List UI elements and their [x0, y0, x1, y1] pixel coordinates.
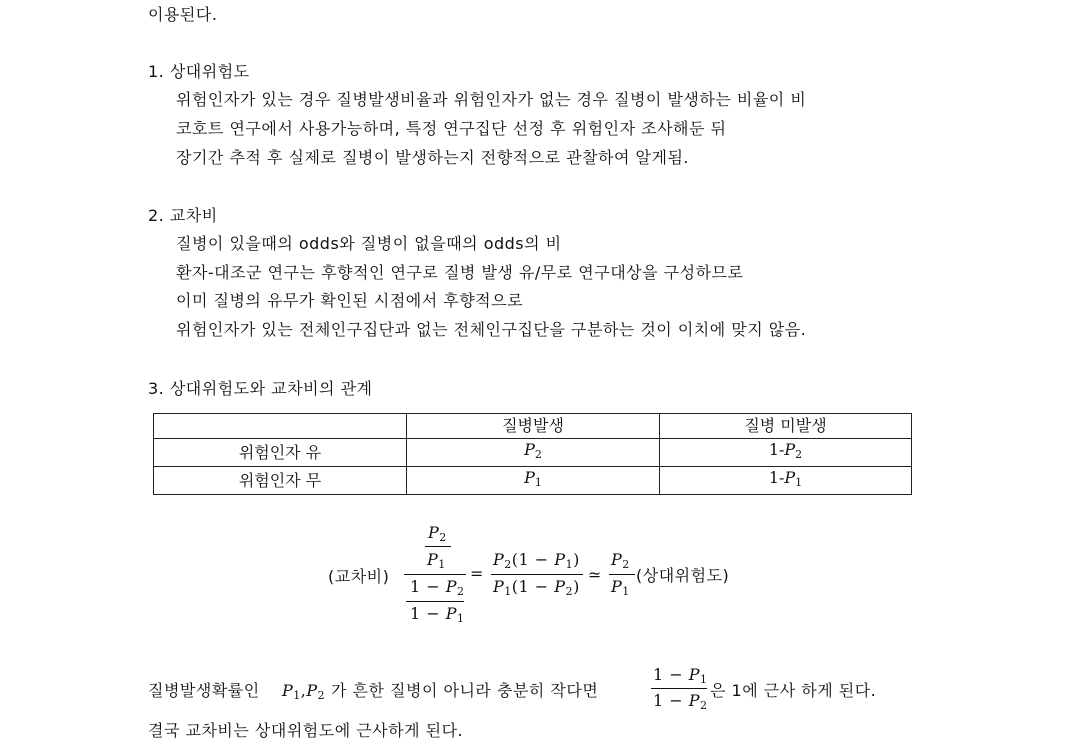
section-3-heading: 3. 상대위험도와 교차비의 관계 — [148, 379, 373, 398]
section-2-line-3: 이미 질병의 유무가 확인된 시점에서 후향적으로 — [176, 291, 524, 310]
section-2-heading: 2. 교차비 — [148, 206, 218, 225]
table-row — [154, 467, 912, 495]
formula-right-numerator: $P_2$ — [611, 550, 630, 571]
fraction-bar — [491, 574, 583, 575]
contingency-table — [153, 413, 912, 495]
equals-sign: = — [470, 564, 484, 583]
approx-sign: ≃ — [588, 565, 602, 584]
formula-mid-denominator: $P_1(1 - P_2)$ — [493, 577, 580, 598]
table-cell: $P_2$ — [407, 439, 660, 467]
formula-lhs-label: (교차비) — [328, 567, 390, 586]
row-label: 위험인자 무 — [154, 467, 407, 495]
formula-p1-top: $P_1$ — [427, 550, 446, 571]
section-1-line-2: 코호트 연구에서 사용가능하며, 특정 연구집단 선정 후 위험인자 조사해둔 뒤 — [176, 119, 727, 138]
row-label: 위험인자 유 — [154, 439, 407, 467]
intro-text: 이용된다. — [148, 5, 218, 24]
conclusion-fraction-denominator: $1 - P_2$ — [653, 691, 708, 712]
table-cell: $P_1$ — [407, 467, 660, 495]
conclusion-fraction-numerator: $1 - P_1$ — [653, 665, 708, 686]
formula-p2-top: $P_2$ — [428, 523, 447, 544]
section-2-line-2: 환자-대조군 연구는 후향적인 연구로 질병 발생 유/무로 연구대상을 구성하므로 — [176, 263, 744, 282]
section-2-line-1: 질병이 있을때의 odds와 질병이 없을때의 odds의 비 — [176, 234, 562, 253]
conclusion-text-b: 가 흔한 질병이 아니라 충분히 작다면 — [331, 681, 599, 700]
table-cell: $1-P_1$ — [660, 467, 912, 495]
table-cell: $1-P_2$ — [660, 439, 912, 467]
table-header-row — [154, 414, 912, 439]
fraction-bar — [609, 574, 635, 575]
conclusion-text-a: 질병발생확률인 — [148, 681, 260, 700]
formula-mid-numerator: $P_2(1 - P_1)$ — [493, 550, 580, 571]
table-header-cell — [154, 414, 407, 439]
formula-rhs-label: (상대위험도) — [636, 566, 730, 585]
section-1-heading: 1. 상대위험도 — [148, 62, 250, 81]
conclusion-text-c: 은 1에 근사 하게 된다. — [710, 681, 877, 700]
section-1-line-3: 장기간 추적 후 실제로 질병이 발생하는지 전향적으로 관찰하여 알게됨. — [176, 148, 689, 167]
section-2-line-4: 위험인자가 있는 전체인구집단과 없는 전체인구집단을 구분하는 것이 이치에 맞지 않음. — [176, 320, 807, 339]
formula-right-denominator: $P_1$ — [611, 577, 630, 598]
formula-one-minus-p2: $1 - P_2$ — [410, 577, 465, 598]
conclusion-p-symbols: $P_1,P_2$ — [282, 681, 326, 702]
table-header-cell: 질병 미발생 — [660, 414, 912, 439]
main-fraction-bar — [404, 574, 466, 575]
section-1-line-1: 위험인자가 있는 경우 질병발생비율과 위험인자가 없는 경우 질병이 발생하는 비율이 비 — [176, 90, 807, 109]
fraction-bar — [651, 688, 707, 689]
table-header-cell: 질병발생 — [407, 414, 660, 439]
formula-one-minus-p1: $1 - P_1$ — [410, 604, 465, 625]
conclusion-line-2: 결국 교차비는 상대위험도에 근사하게 된다. — [148, 721, 464, 740]
fraction-bar — [425, 546, 451, 547]
table-row — [154, 439, 912, 467]
fraction-bar — [406, 601, 464, 602]
